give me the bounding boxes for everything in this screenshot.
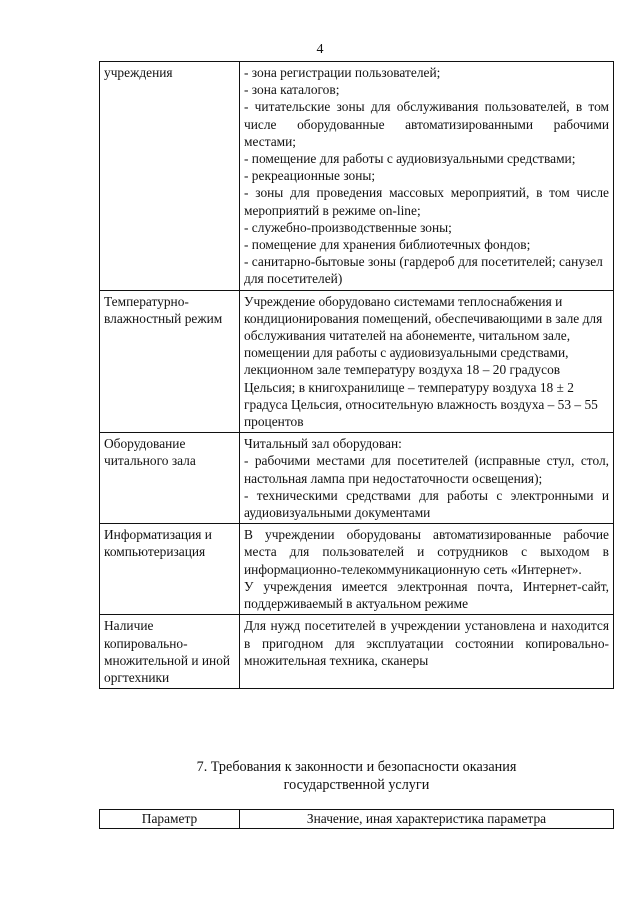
value-line: - зоны для проведения массовых мероприятий, в том числе мероприятий в режиме on-line; xyxy=(244,185,609,218)
parameter-value xyxy=(240,62,614,291)
value-line: - помещение для хранения библиотечных фондов; xyxy=(244,237,531,253)
value-line: - читательские зоны для обслуживания пользователей, в том числе оборудованные автоматизированными рабочими местами; xyxy=(244,99,609,149)
parameter-value xyxy=(240,524,614,615)
section-heading xyxy=(99,758,614,794)
parameter-label: Оборудование читального зала xyxy=(100,433,240,524)
value-line: - техническими средствами для работы с электронными и аудиовизуальными документами xyxy=(244,487,609,521)
value-line: - помещение для работы с аудиовизуальными средствами; xyxy=(244,151,576,167)
value-line: Учреждение оборудовано системами теплоснабжения и кондиционирования помещений, обеспечивающими в зале для обслуживания читателей на абонементе, читальном зале, помещении для работы с аудиовизуальными средствами, лекционном зале температуру воздуха 18 – 20 градусов Цельсия; в книгохранилище – температуру воздуха 18 ± 2 градуса Цельсия, относительную влажность воздуха – 53 – 55 процентов xyxy=(244,293,603,430)
value-line: - служебно-производственные зоны; xyxy=(244,219,452,235)
section-title-line: 7. Требования к законности и безопасности оказания xyxy=(196,759,517,775)
value-line: - санитарно-бытовые зоны (гардероб для посетителей; санузел для посетителей) xyxy=(244,254,603,287)
column-header-value: Значение, иная характеристика параметра xyxy=(240,810,614,829)
value-line: Читальный зал оборудован: xyxy=(244,436,402,452)
value-line: Для нужд посетителей в учреждении установлена и находится в пригодном для эксплуатации состоянии копировально-множительная техника, сканеры xyxy=(244,618,609,668)
value-line: - рекреационные зоны; xyxy=(244,168,376,184)
section-title-line: государственной услуги xyxy=(283,777,430,793)
parameter-label: Наличие копировально-множительной и иной оргтехники xyxy=(100,615,240,689)
parameter-value xyxy=(240,290,614,433)
parameter-label: учреждения xyxy=(100,62,240,291)
parameters-table xyxy=(99,61,614,689)
value-line: У учреждения имеется электронная почта, Интернет-сайт, поддерживаемый в актуальном режиме xyxy=(244,578,609,612)
column-header-parameter: Параметр xyxy=(100,810,240,829)
table-row xyxy=(100,62,614,291)
requirements-table-header xyxy=(99,809,614,829)
value-line: В учреждении оборудованы автоматизированные рабочие места для пользователей и сотрудников с выходом в информационно-телекоммуникационную сеть «Интернет». xyxy=(244,527,609,577)
page-number: 4 xyxy=(316,42,324,57)
value-line: - зона регистрации пользователей; xyxy=(244,65,441,80)
table-row xyxy=(100,524,614,615)
table-header-row xyxy=(100,810,614,829)
value-line: - рабочими местами для посетителей (исправные стул, стол, настольная лампа при недостаточности освещения); xyxy=(244,453,609,486)
parameter-value xyxy=(240,615,614,689)
parameter-value xyxy=(240,433,614,524)
parameter-label: Информатизация и компьютеризация xyxy=(100,524,240,615)
table-row xyxy=(100,290,614,433)
value-line: - зона каталогов; xyxy=(244,82,340,98)
table-row xyxy=(100,615,614,689)
table-row xyxy=(100,433,614,524)
parameter-label: Температурно-влажностный режим xyxy=(100,290,240,433)
